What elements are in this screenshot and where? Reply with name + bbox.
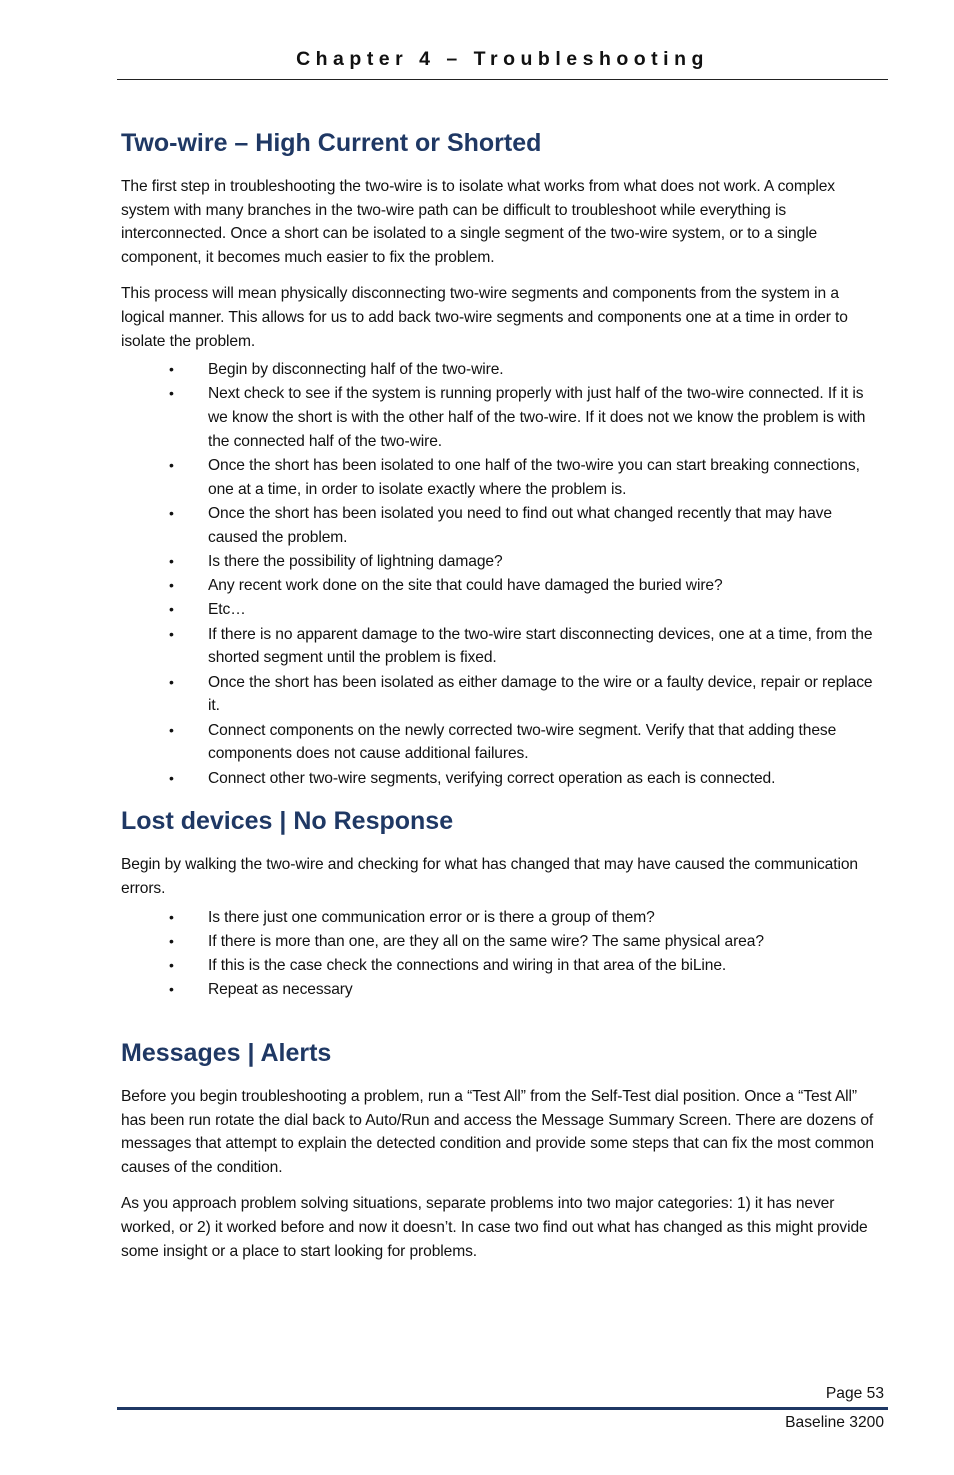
page-content (121, 128, 881, 1276)
list-item (121, 978, 881, 1002)
page-number: Page 53 (825, 1385, 884, 1402)
paragraph: Begin by walking the two-wire and checking for what has changed that may have caused the communication errors. (121, 856, 858, 897)
bullet-icon: • (169, 981, 174, 998)
list-item (121, 671, 881, 719)
bullet-icon: • (169, 908, 174, 925)
bullet-icon: • (169, 601, 174, 618)
list-item-text: Repeat as necessary (208, 981, 353, 999)
list-item (121, 623, 881, 671)
list-item (121, 454, 881, 502)
list-item-text: Etc… (208, 601, 246, 619)
list-item (121, 906, 881, 930)
list-item (121, 550, 881, 574)
section-two-wire-shorted (121, 128, 881, 790)
bullet-icon: • (169, 673, 174, 690)
page-header (117, 48, 888, 80)
list-item-text: Once the short has been isolated to one half of the two-wire you can start breaking connections, one at a time, in order to isolate exactly where the problem is. (208, 457, 860, 498)
section-lost-devices (121, 806, 881, 1002)
list-item (121, 719, 881, 767)
list-item (121, 382, 881, 453)
list-item (121, 598, 881, 622)
bullet-icon: • (169, 625, 174, 642)
section-heading: Two-wire – High Current or Shorted (121, 129, 542, 157)
paragraph: As you approach problem solving situations, separate problems into two major categories: 1) it has never worked, or 2) it worked before and now it doesn’t. In case two find out what has changed as this might provide some insight or a place to start looking for problems. (121, 1195, 868, 1260)
bullet-icon: • (169, 956, 174, 973)
bullet-icon: • (169, 553, 174, 570)
list-item-text: Connect components on the newly corrected two-wire segment. Verify that that adding these components does not cause additional failures. (208, 721, 837, 763)
list-item (121, 574, 881, 598)
section-heading: Messages | Alerts (121, 1038, 332, 1067)
bullet-icon: • (169, 361, 174, 378)
list-item-text: Next check to see if the system is running properly with just half of the two-wire connected. If it is we know the short is with the other half of the two-wire. If it does not we know the problem is with the connected half of the two-wire. (208, 385, 866, 450)
list-item (121, 954, 881, 978)
list-item-text: Once the short has been isolated you need to find out what changed recently that may have caused the problem. (208, 505, 832, 546)
chapter-title: Chapter 4 – Troubleshooting (296, 48, 709, 70)
list-item-text: Is there just one communication error or is there a group of them? (208, 908, 655, 926)
list-item (121, 767, 881, 791)
list-item (121, 358, 881, 382)
bullet-icon: • (169, 932, 174, 949)
list-item-text: Connect other two-wire segments, verifying correct operation as each is connected. (208, 769, 776, 787)
bullet-icon: • (169, 457, 174, 474)
list-item-text: Is there the possibility of lightning damage? (208, 553, 503, 571)
list-item-text: Any recent work done on the site that could have damaged the buried wire? (208, 577, 723, 595)
footer-divider (117, 1407, 888, 1410)
list-item-text: If this is the case check the connections and wiring in that area of the biLine. (208, 956, 727, 974)
paragraph: The first step in troubleshooting the two-wire is to isolate what works from what does not work. A complex system with many branches in the two-wire path can be difficult to troubleshoot while everything is interconnected. Once a short can be isolated to a single segment of the two-wire system, or to a single component, it becomes much easier to fix the problem. (121, 178, 835, 266)
section-heading: Lost devices | No Response (121, 807, 454, 836)
section-messages-alerts (121, 1038, 881, 1263)
bullet-list (121, 358, 881, 790)
bullet-icon: • (169, 577, 174, 594)
bullet-icon: • (169, 385, 174, 402)
bullet-list (121, 906, 881, 1002)
document-name: Baseline 3200 (785, 1414, 884, 1431)
list-item-text: Begin by disconnecting half of the two-wire. (208, 361, 504, 379)
list-item (121, 930, 881, 954)
bullet-icon: • (169, 721, 174, 738)
bullet-icon: • (169, 769, 174, 786)
list-item-text: If there is more than one, are they all on the same wire? The same physical area? (208, 932, 764, 950)
list-item (121, 502, 881, 550)
list-item-text: If there is no apparent damage to the two-wire start disconnecting devices, one at a time, from the shorted segment until the problem is fixed. (208, 625, 873, 667)
paragraph: This process will mean physically disconnecting two-wire segments and components from the system in a logical manner. This allows for us to add back two-wire segments and components one at a time in order to isolate the problem. (121, 285, 848, 350)
bullet-icon: • (169, 505, 174, 522)
list-item-text: Once the short has been isolated as either damage to the wire or a faulty device, repair or replace it. (208, 673, 873, 715)
paragraph: Before you begin troubleshooting a problem, run a “Test All” from the Self-Test dial position. Once a “Test All” has been run rotate the dial back to Auto/Run and access the Message Summary Screen. There are dozens of messages that attempt to explain the detected condition and provide some steps that can fix the most common causes of the condition. (121, 1087, 874, 1176)
